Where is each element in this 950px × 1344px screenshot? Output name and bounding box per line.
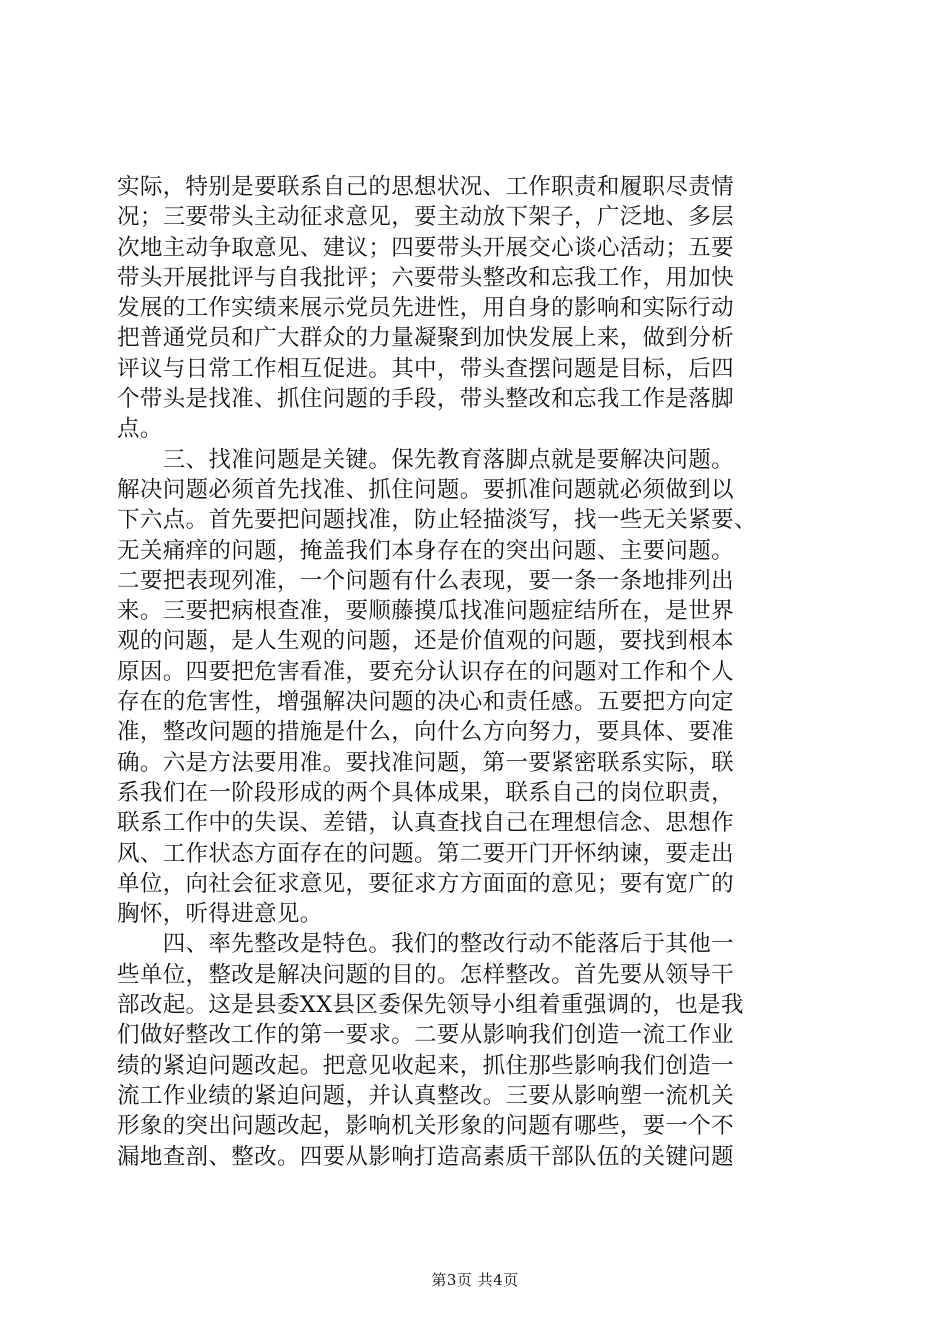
section-four-heading-line: 四、率先整改是特色。我们的整改行动不能落后于其他一 <box>117 931 734 958</box>
text-line: 流工作业绩的紧迫问题，并认真整改。三要从影响塑一流机关 <box>117 1082 734 1109</box>
text-line: 况；三要带头主动征求意见，要主动放下架子，广泛地、多层 <box>117 204 734 231</box>
text-line: 来。三要把病根查准，要顺藤摸瓜找准问题症结所在，是世界 <box>117 598 734 625</box>
text-line: 带头开展批评与自我批评；六要带头整改和忘我工作，用加快 <box>117 264 734 291</box>
text-line: 次地主动争取意见、建议；四要带头开展交心谈心活动；五要 <box>117 234 734 261</box>
text-line: 绩的紧迫问题改起。把意见收起来，抓住那些影响我们创造一 <box>117 1052 734 1079</box>
page-number-footer: 第3页 共4页 <box>431 1271 519 1289</box>
text-line: 联系工作中的失误、差错，认真查找自己在理想信念、思想作 <box>117 810 734 837</box>
text-line: 存在的危害性，增强解决问题的决心和责任感。五要把方向定 <box>117 689 734 716</box>
section-three-heading-line: 三、找准问题是关键。保先教育落脚点就是要解决问题。 <box>117 446 734 473</box>
text-line: 观的问题，是人生观的问题，还是价值观的问题，要找到根本 <box>117 628 734 655</box>
body-text <box>117 172 835 1172</box>
text-line: 些单位，整改是解决问题的目的。怎样整改。首先要从领导干 <box>117 961 734 988</box>
text-line: 风、工作状态方面存在的问题。第二要开门开怀纳谏，要走出 <box>117 840 734 867</box>
text-line: 把普通党员和广大群众的力量凝聚到加快发展上来，做到分析 <box>117 325 734 352</box>
text-line: 部改起。这是县委XX县区委保先领导小组着重强调的，也是我 <box>117 992 744 1019</box>
text-line: 二要把表现列准，一个问题有什么表现，要一条一条地排列出 <box>117 567 734 594</box>
text-line: 解决问题必须首先找准、抓住问题。要抓准问题就必须做到以 <box>117 476 734 503</box>
text-line: 漏地查剖、整改。四要从影响打造高素质干部队伍的关键问题 <box>117 1143 734 1170</box>
text-line: 点。 <box>117 416 163 443</box>
text-line: 个带头是找准、抓住问题的手段，带头整改和忘我工作是落脚 <box>117 386 734 413</box>
text-line: 实际，特别是要联系自己的思想状况、工作职责和履职尽责情 <box>117 174 734 200</box>
text-line: 评议与日常工作相互促进。其中，带头查摆问题是目标，后四 <box>117 355 734 382</box>
text-line: 形象的突出问题改起，影响机关形象的问题有哪些，要一个不 <box>117 1113 734 1140</box>
text-line: 们做好整改工作的第一要求。二要从影响我们创造一流工作业 <box>117 1022 734 1049</box>
text-line: 发展的工作实绩来展示党员先进性，用自身的影响和实际行动 <box>117 295 734 322</box>
text-line: 单位，向社会征求意见，要征求方方面面的意见；要有宽广的 <box>117 870 734 897</box>
text-line: 胸怀，听得进意见。 <box>117 901 323 928</box>
text-line: 下六点。首先要把问题找准，防止轻描淡写，找一些无关紧要、 <box>117 507 757 534</box>
text-line: 原因。四要把危害看准，要充分认识存在的问题对工作和个人 <box>117 658 734 685</box>
text-line: 准，整改问题的措施是什么，向什么方向努力，要具体、要准 <box>117 719 734 746</box>
text-line: 确。六是方法要用准。要找准问题，第一要紧密联系实际，联 <box>117 749 734 776</box>
text-line: 系我们在一阶段形成的两个具体成果，联系自己的岗位职责， <box>117 779 734 806</box>
text-line: 无关痛痒的问题，掩盖我们本身存在的突出问题、主要问题。 <box>117 537 734 564</box>
